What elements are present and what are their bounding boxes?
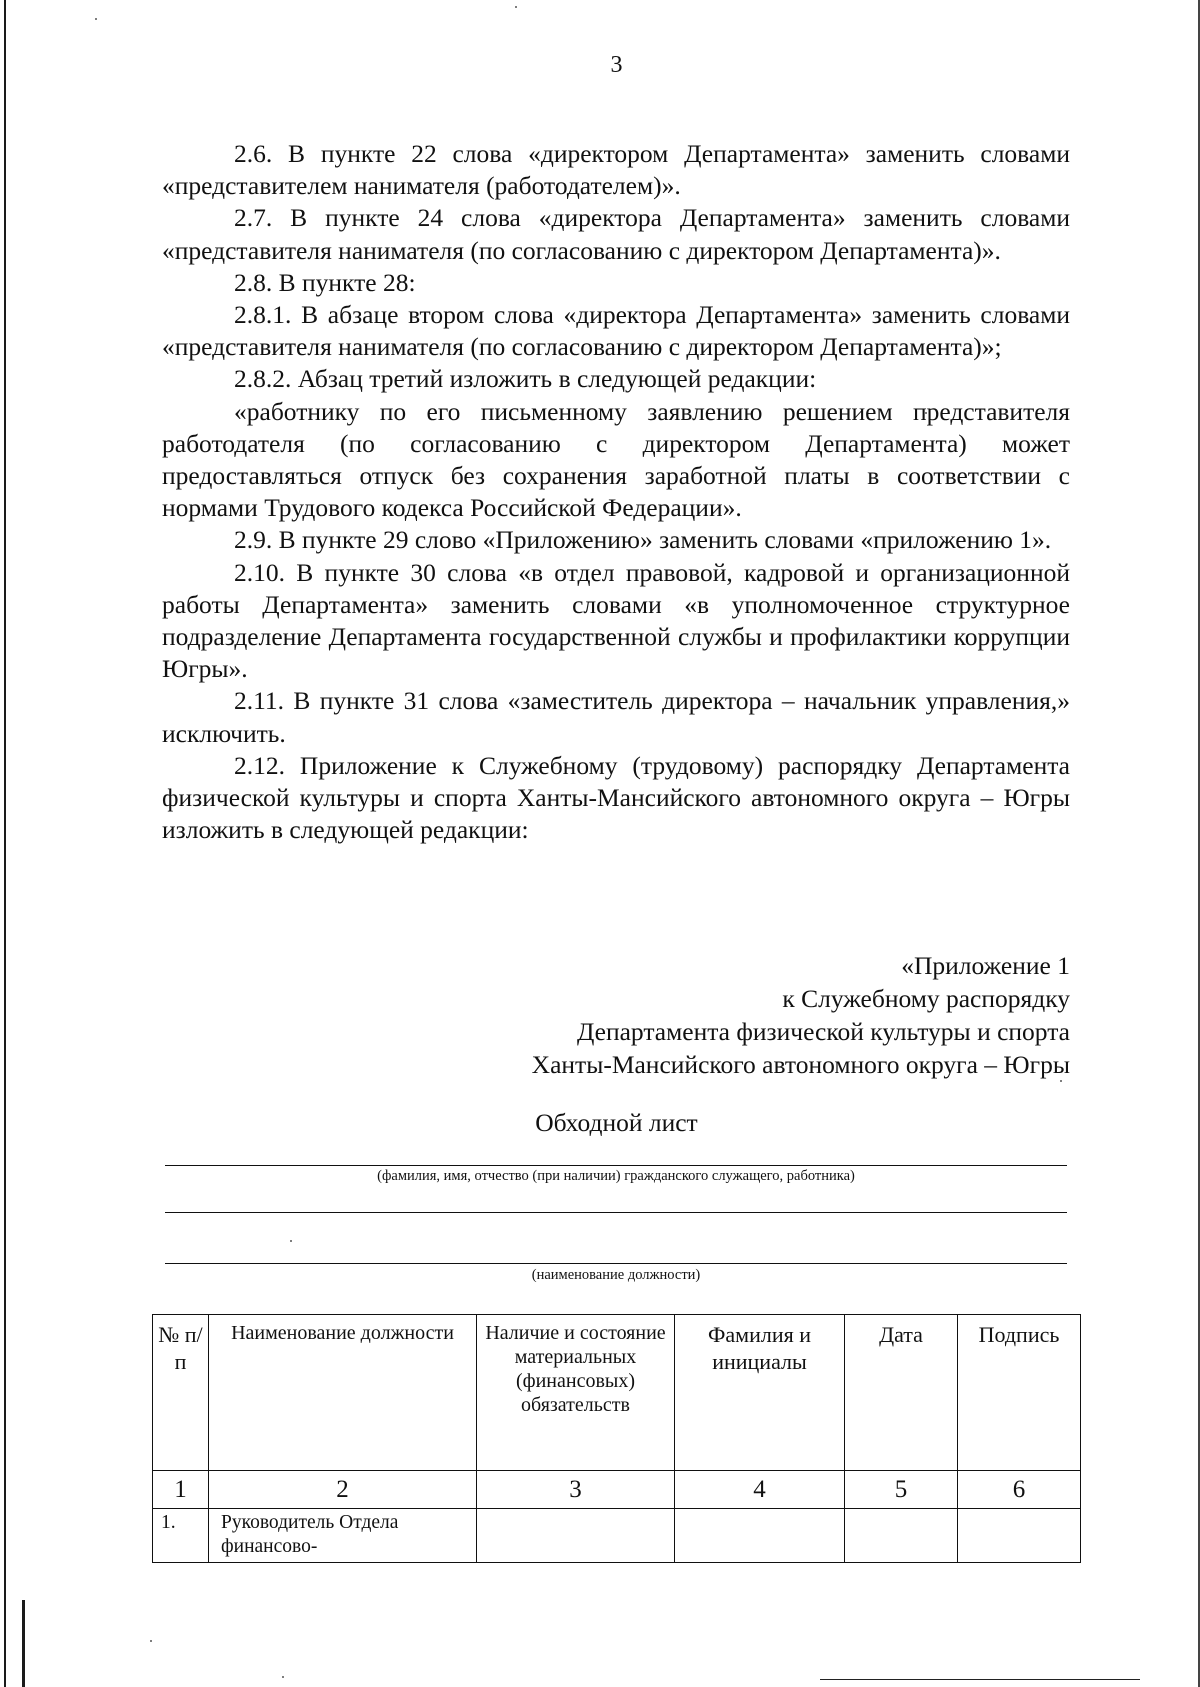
appendix-line: Ханты-Мансийского автономного округа – Югры — [531, 1050, 1070, 1079]
appendix-reference — [460, 949, 1070, 1081]
appendix-line: Департамента физической культуры и спорта — [576, 1017, 1070, 1046]
column-number: 4 — [675, 1471, 845, 1509]
row-number: 1. — [153, 1509, 209, 1563]
column-number: 2 — [209, 1471, 477, 1509]
row-position: Руководитель Отдела финансово- — [209, 1509, 477, 1563]
paragraph-2-7: 2.7. В пункте 24 слова «директора Департамента» заменить словами «представителя нанимателя (по согласованию с директором Департамента)». — [162, 203, 1070, 265]
paragraph-2-8-2: 2.8.2. Абзац третий изложить в следующей редакции: — [234, 364, 817, 394]
body-text — [162, 138, 1070, 846]
column-number: 3 — [477, 1471, 675, 1509]
page-number: 3 — [610, 52, 623, 78]
column-number: 1 — [153, 1471, 209, 1509]
scan-speck — [515, 6, 517, 8]
column-number: 5 — [845, 1471, 958, 1509]
bottom-rule — [820, 1679, 1140, 1680]
scan-speck — [95, 18, 97, 20]
scan-speck — [282, 1676, 284, 1678]
scan-edge-mark — [22, 1600, 25, 1687]
row-name — [675, 1509, 845, 1563]
paragraph-2-9: 2.9. В пункте 29 слово «Приложению» заменить словами «приложению 1». — [234, 525, 1052, 555]
header-date: Дата — [845, 1315, 958, 1471]
paragraph-quote: «работнику по его письменному заявлению решением представителя работодателя (по согласованию с директором Департамента) может предоставляться отпуск без сохранения заработной платы в соответствии с нормами Трудового кодекса Российской Федерации». — [162, 396, 1070, 523]
row-signature — [958, 1509, 1081, 1563]
paragraph-2-12: 2.12. Приложение к Служебному (трудовому) распорядку Департамента физической культуры и спорта Ханты-Мансийского автономного округа – Югры изложить в следующей редакции: — [162, 750, 1070, 845]
caption-position: (наименование должности) — [531, 1267, 701, 1283]
paragraph-2-10: 2.10. В пункте 30 слова «в отдел правовой, кадровой и организационной работы Департамента» заменить словами «в уполномоченное структурное подразделение Департамента государственной службы и профилактики коррупции Югры». — [162, 557, 1070, 684]
paragraph-2-11: 2.11. В пункте 31 слова «заместитель директора – начальник управления,» исключить. — [162, 686, 1070, 748]
clearance-table — [152, 1314, 1081, 1563]
appendix-line: к Служебному распорядку — [782, 984, 1070, 1013]
scan-speck — [290, 1240, 292, 1242]
paragraph-2-8-1: 2.8.1. В абзаце втором слова «директора Департамента» заменить словами «представителя нанимателя (по согласованию с директором Департамента)»; — [162, 300, 1070, 362]
table-row — [153, 1509, 1081, 1563]
header-obligations: Наличие и состояние материальных (финансовых) обязательств — [477, 1315, 675, 1471]
column-number-row — [153, 1471, 1081, 1509]
fill-line-position — [165, 1263, 1067, 1264]
header-name: Фамилия и инициалы — [675, 1315, 845, 1471]
column-number: 6 — [958, 1471, 1081, 1509]
paragraph-2-6: 2.6. В пункте 22 слова «директором Департамента» заменить словами «представителем нанимателя (работодателем)». — [162, 139, 1070, 201]
scan-speck — [150, 1640, 152, 1642]
row-date — [845, 1509, 958, 1563]
appendix-line: «Приложение 1 — [901, 951, 1070, 980]
scan-edge-left — [4, 0, 6, 1687]
row-obligations — [477, 1509, 675, 1563]
header-no: № п/п — [153, 1315, 209, 1471]
caption-name: (фамилия, имя, отчество (при наличии) гражданского служащего, работника) — [377, 1168, 855, 1184]
header-position: Наименование должности — [209, 1315, 477, 1471]
header-signature: Подпись — [958, 1315, 1081, 1471]
paragraph-2-8: 2.8. В пункте 28: — [234, 267, 416, 297]
table-header-row — [153, 1315, 1081, 1471]
fill-line-name-continued — [165, 1212, 1067, 1213]
fill-line-name — [165, 1165, 1067, 1166]
form-title: Обходной лист — [535, 1108, 698, 1137]
